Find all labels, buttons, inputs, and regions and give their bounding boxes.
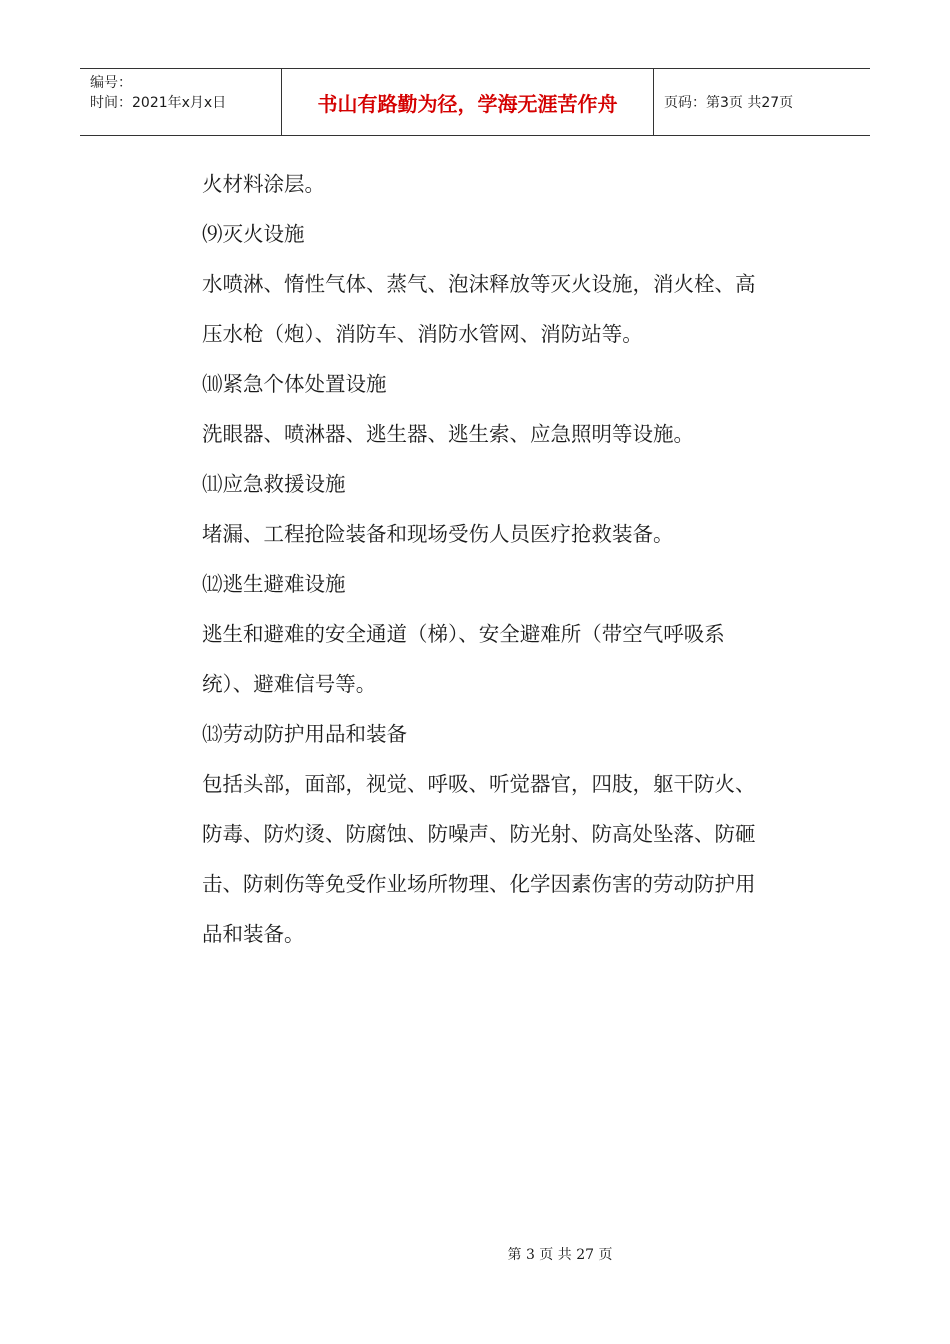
section-heading: ⑿逃生避难设施: [202, 572, 346, 596]
body-line: 品和装备。: [202, 922, 305, 946]
section-heading: ⒀劳动防护用品和装备: [202, 722, 407, 746]
page-header: [80, 68, 870, 136]
header-page-label: 页码：第3页 共27页: [664, 95, 794, 111]
body-line: 洗眼器、喷淋器、逃生器、逃生索、应急照明等设施。: [202, 422, 694, 446]
body-line: 包括头部，面部，视觉、呼吸、听觉器官，四肢，躯干防火、: [202, 772, 756, 796]
body-line: 统）、避难信号等。: [202, 672, 377, 696]
body-line: 堵漏、工程抢险装备和现场受伤人员医疗抢救装备。: [202, 522, 674, 546]
number-label: 编号：: [90, 75, 132, 91]
header-meta: [80, 69, 282, 135]
page-footer: 第 3 页 共 27 页: [507, 1247, 613, 1263]
header-motto: 书山有路勤为径，学海无涯苦作舟: [282, 69, 654, 135]
document-body: [202, 159, 812, 959]
body-line: 压水枪（炮）、消防车、消防水管网、消防站等。: [202, 322, 643, 346]
section-heading: ⑾应急救援设施: [202, 472, 346, 496]
body-line: 火材料涂层。: [202, 172, 325, 196]
body-line: 水喷淋、惰性气体、蒸气、泡沫释放等灭火设施，消火栓、高: [202, 272, 756, 296]
section-heading: ⑽紧急个体处置设施: [202, 372, 387, 396]
section-heading: ⑼灭火设施: [202, 222, 305, 246]
time-label: 时间：2021年x月x日: [90, 95, 227, 111]
body-line: 防毒、防灼烫、防腐蚀、防噪声、防光射、防高处坠落、防砸: [202, 822, 756, 846]
body-line: 击、防刺伤等免受作业场所物理、化学因素伤害的劳动防护用: [202, 872, 756, 896]
body-line: 逃生和避难的安全通道（梯）、安全避难所（带空气呼吸系: [202, 622, 725, 646]
